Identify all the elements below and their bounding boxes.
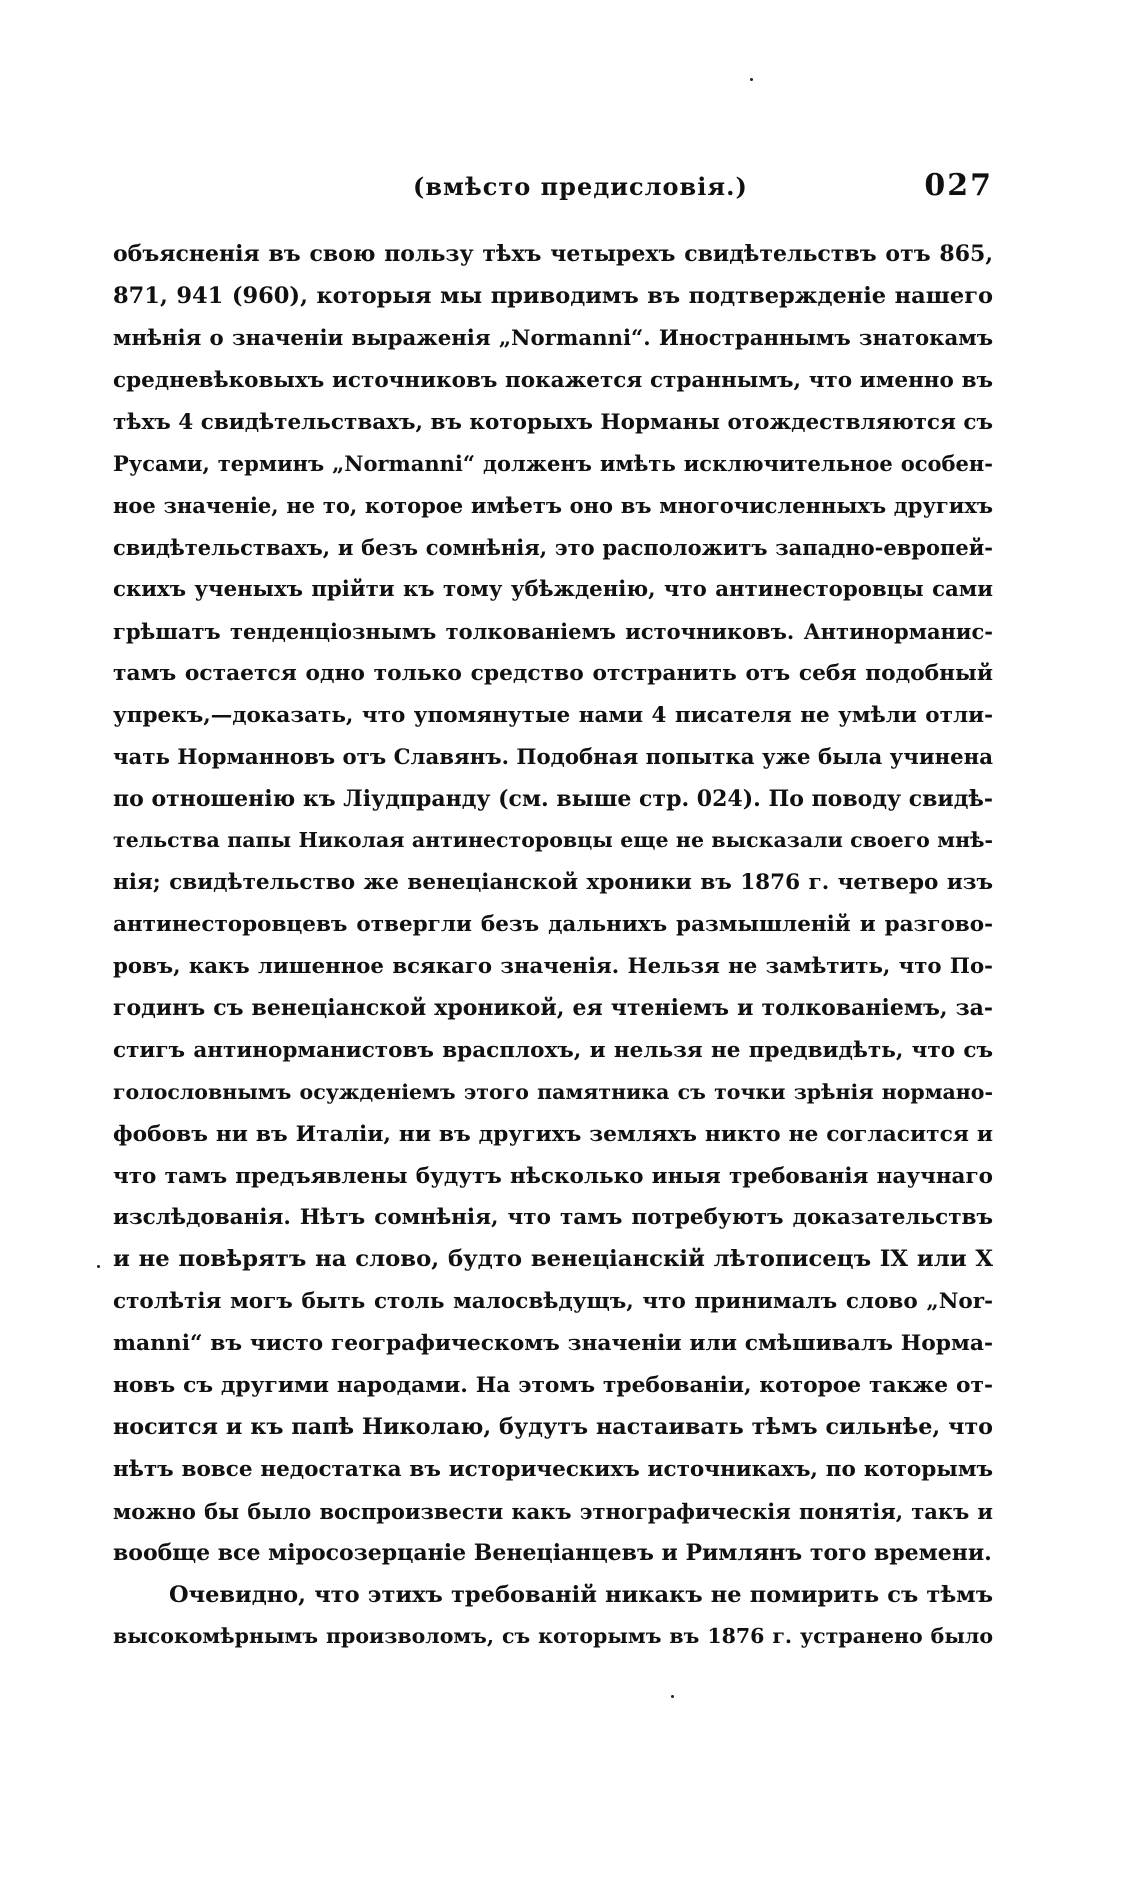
text-line: по отношенію къ Ліудпранду (см. выше стр. 024). По поводу свидѣ- — [113, 785, 993, 812]
text-line: годинъ съ венеціанской хроникой, ея чтеніемъ и толкованіемъ, за- — [113, 995, 993, 1022]
text-line: ное значеніе, не то, которое имѣетъ оно въ многочисленныхъ другихъ — [113, 493, 993, 519]
print-speck — [97, 1265, 100, 1268]
text-line: Очевидно, что этихъ требованій никакъ не помирить съ тѣмъ — [169, 1581, 993, 1608]
text-line: ровъ, какъ лишенное всякаго значенія. Нельзя не замѣтить, что По- — [113, 954, 993, 980]
text-line: упрекъ,—доказать, что упомянутые нами 4 писателя не умѣли отли- — [113, 702, 993, 728]
text-line: мнѣнія о значеніи выраженія „Normanni“. Иностраннымъ знатокамъ — [113, 325, 993, 351]
text-line: высокомѣрнымъ произволомъ, съ которымъ въ 1876 г. устранено было — [113, 1624, 993, 1649]
text-line: фобовъ ни въ Италіи, ни въ другихъ земляхъ никто не согласится и — [113, 1121, 993, 1147]
text-line: объясненія въ свою пользу тѣхъ четырехъ свидѣтельствъ отъ 865, — [113, 241, 993, 267]
body-text — [113, 234, 993, 1658]
text-line: скихъ ученыхъ прійти къ тому убѣжденію, что антинесторовцы сами — [113, 577, 993, 603]
print-speck — [750, 78, 753, 81]
text-line: 871, 941 (960), которыя мы приводимъ въ подтвержденіе нашего — [113, 282, 993, 309]
text-line: свидѣтельствахъ, и безъ сомнѣнія, это расположитъ западно-европей- — [113, 535, 993, 561]
paragraph-2 — [113, 1575, 993, 1659]
page-number: 027 — [924, 168, 993, 203]
text-line: носится и къ папѣ Николаю, будутъ настаивать тѣмъ сильнѣе, что — [113, 1413, 993, 1440]
text-line: средневѣковыхъ источниковъ покажется страннымъ, что именно въ — [113, 367, 993, 393]
text-line: столѣтія могъ быть столь малосвѣдущъ, что принималъ слово „Nor- — [113, 1289, 993, 1315]
text-line: грѣшатъ тенденціознымъ толкованіемъ источниковъ. Антинорманис- — [113, 619, 993, 645]
text-line: нѣтъ вовсе недостатка въ историческихъ источникахъ, по которымъ — [113, 1456, 993, 1482]
page-header — [113, 168, 993, 212]
text-line: вообще все міросозерцаніе Венеціанцевъ и Римлянъ того времени. — [113, 1539, 992, 1566]
paragraph-1 — [113, 234, 993, 1575]
text-line: можно бы было воспроизвести какъ этнографическія понятія, такъ и — [113, 1498, 993, 1524]
text-line: тельства папы Николая антинесторовцы еще не высказали своего мнѣ- — [113, 828, 993, 853]
text-line: тамъ остается одно только средство отстранить отъ себя подобный — [113, 660, 993, 686]
text-line: изслѣдованія. Нѣтъ сомнѣнія, что тамъ потребуютъ доказательствъ — [113, 1205, 993, 1231]
text-line: Русами, терминъ „Normanni“ долженъ имѣть исключительное особен- — [113, 451, 993, 477]
text-line: что тамъ предъявлены будутъ нѣсколько иныя требованія научнаго — [113, 1163, 993, 1189]
text-line: чать Норманновъ отъ Славянъ. Подобная попытка уже была учинена — [113, 744, 993, 770]
text-line: тѣхъ 4 свидѣтельствахъ, въ которыхъ Норманы отождествляются съ — [113, 409, 993, 435]
text-line: новъ съ другими народами. На этомъ требованіи, которое также от- — [113, 1373, 993, 1399]
text-line: стигъ антинорманистовъ врасплохъ, и нельзя не предвидѣть, что съ — [113, 1037, 993, 1063]
text-line: и не повѣрятъ на слово, будто венеціанскій лѣтописецъ IX или X — [113, 1246, 993, 1273]
text-line: нія; свидѣтельство же венеціанской хроники въ 1876 г. четверо изъ — [113, 870, 993, 896]
print-speck — [671, 1695, 674, 1698]
text-line: голословнымъ осужденіемъ этого памятника съ точки зрѣнія нормано- — [113, 1079, 993, 1104]
text-line: manni“ въ чисто географическомъ значеніи или смѣшивалъ Норма- — [113, 1331, 993, 1357]
text-line: антинесторовцевъ отвергли безъ дальнихъ размышленій и разгово- — [113, 912, 993, 938]
running-head: (вмѣсто предисловія.) — [413, 172, 748, 201]
